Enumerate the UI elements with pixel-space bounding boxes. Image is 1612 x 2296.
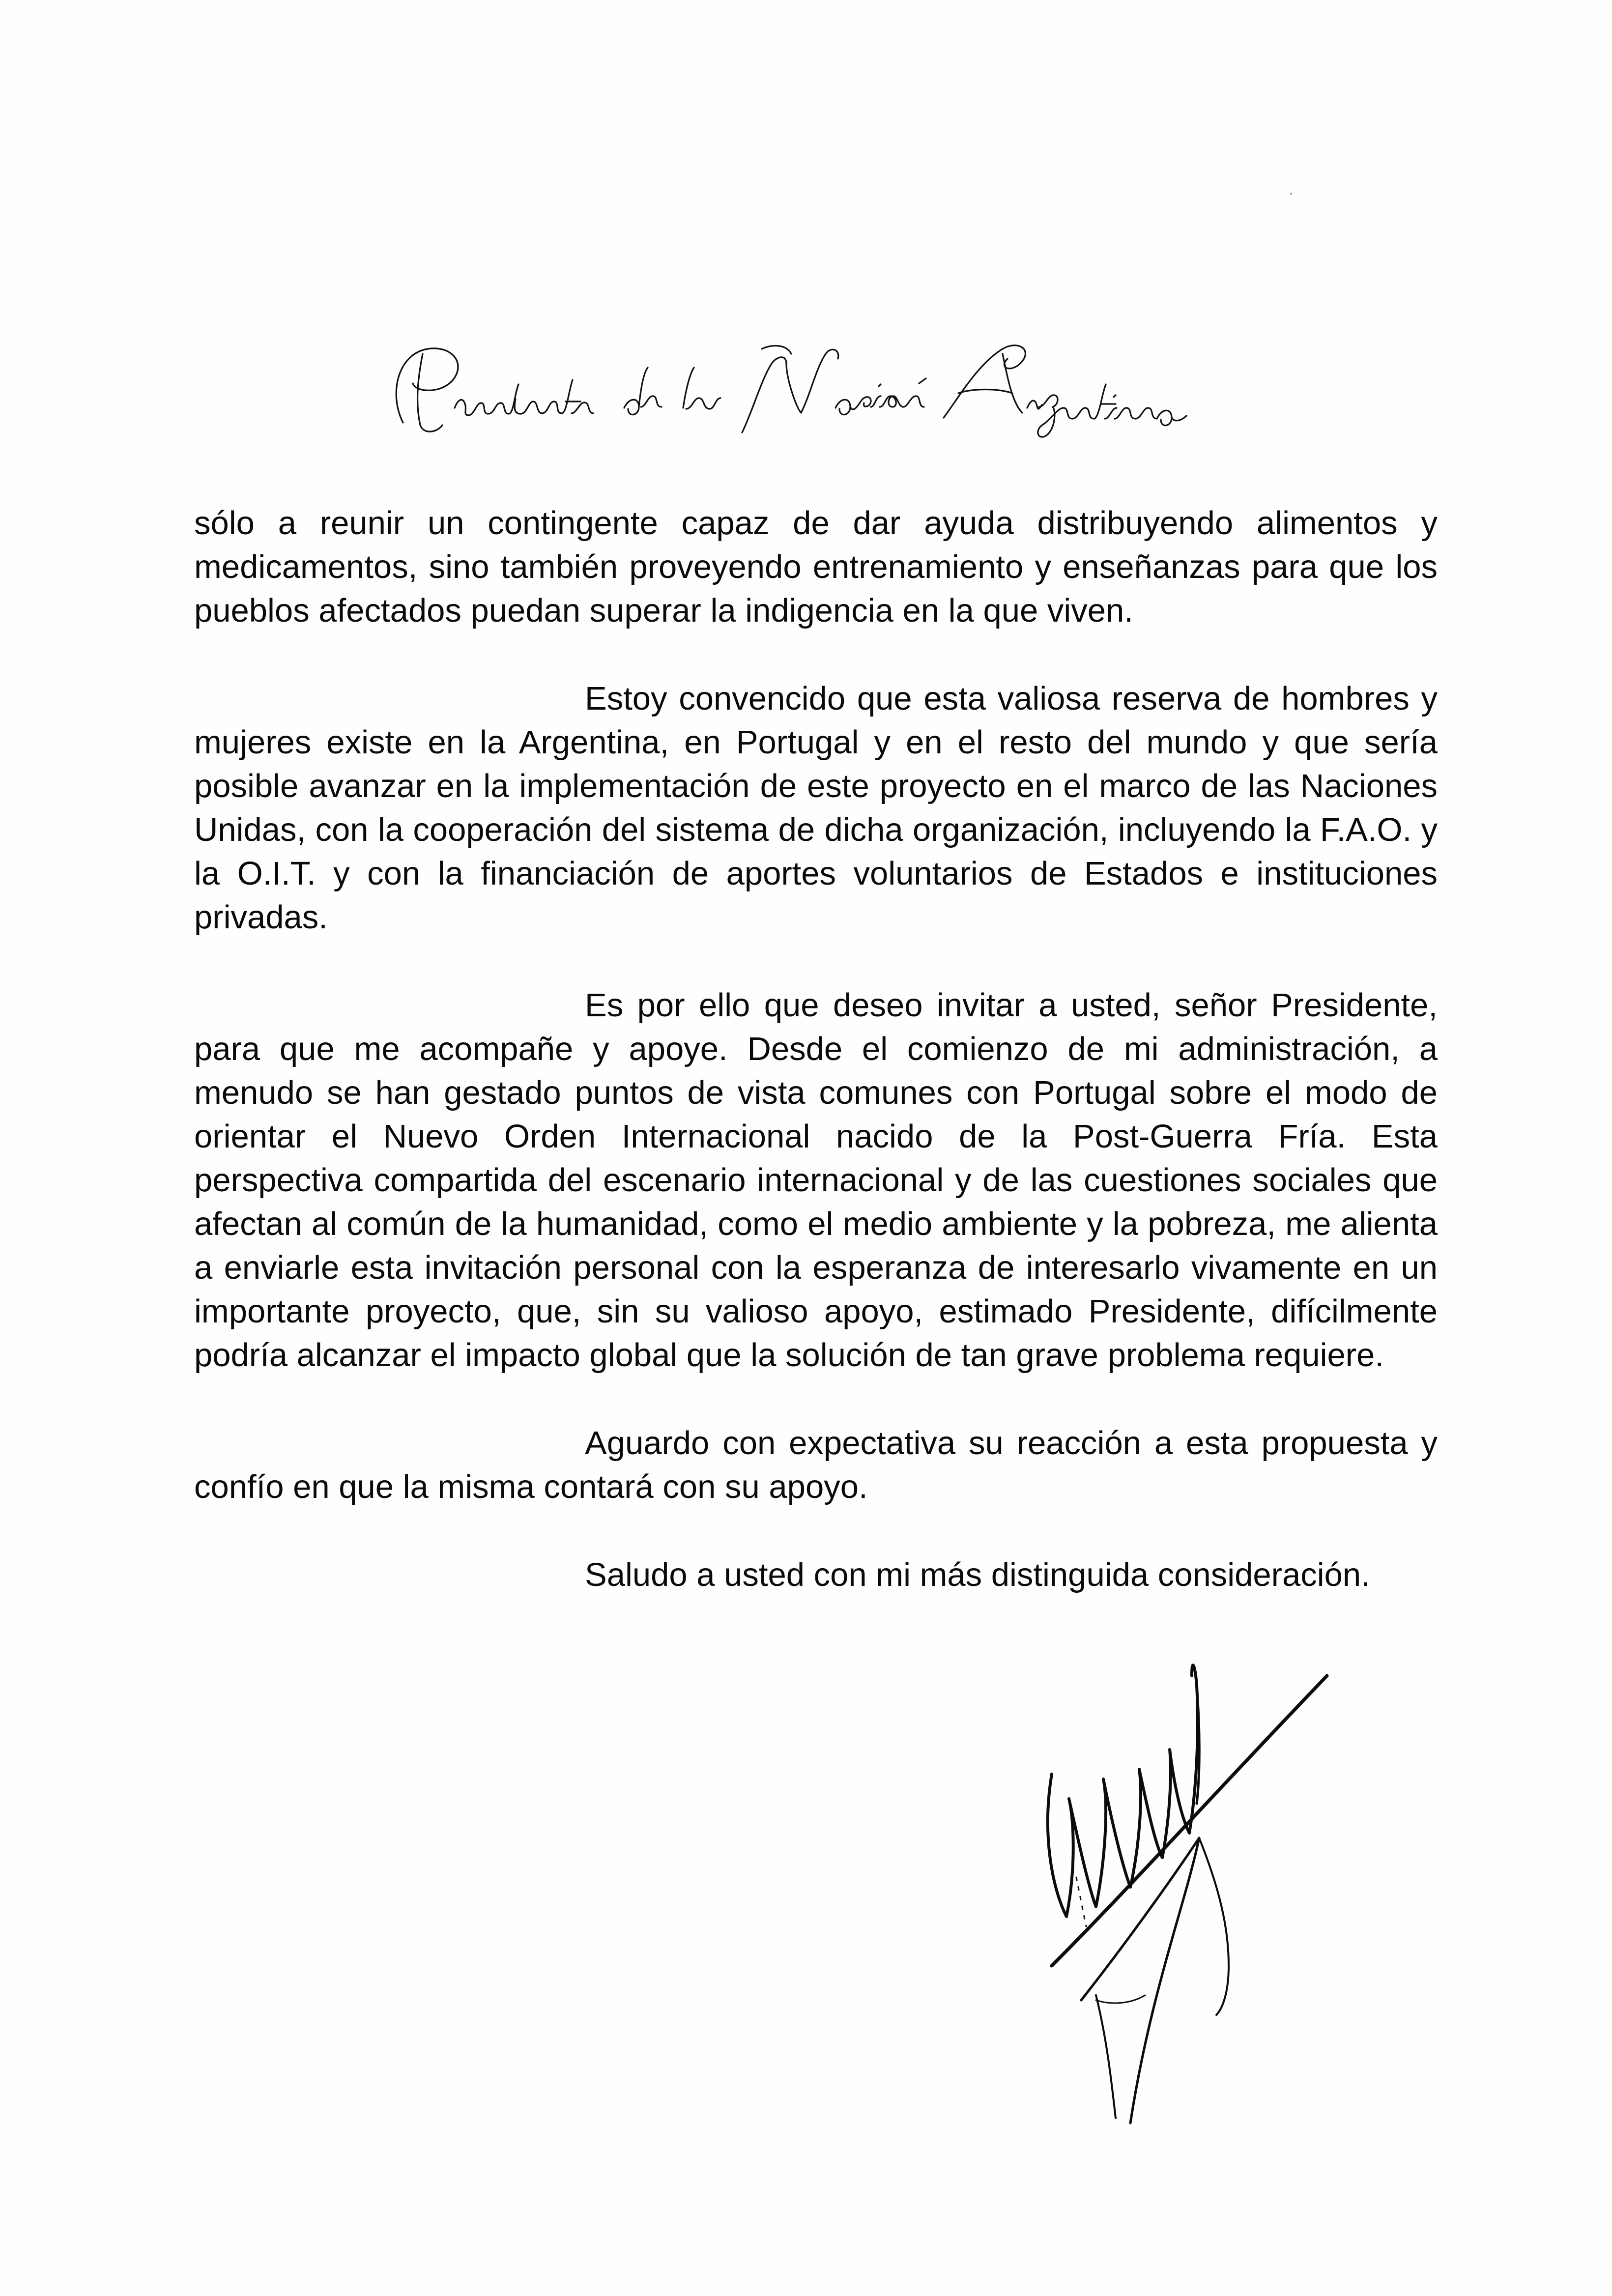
paragraph-4: Aguardo con expectativa su reacción a esta propuesta y confío en que la misma contará con su apoyo. [194, 1425, 1438, 1505]
paragraph-2: Estoy convencido que esta valiosa reserva de hombres y mujeres existe en la Argentina, en Portugal y en el resto del mundo y que sería posible avanzar en la implementación de este proyecto en el marco de las Naciones Unidas, con la cooperación del sistema de dicha organización, incluyendo la F.A.O. y la O.I.T. y con la financiación de aportes voluntarios de Estados e instituciones privadas. [194, 680, 1438, 936]
letter-body [194, 501, 1438, 1641]
paper-speck [1290, 193, 1292, 195]
letterhead-script [369, 334, 1253, 447]
handwritten-signature [1022, 1612, 1337, 2182]
paragraph-3: Es por ello que deseo invitar a usted, señor Presidente, para que me acompañe y apoye. Desde el comienzo de mi administración, a menudo se han gestado puntos de vista comunes con Portugal sobre el modo de orientar el Nuevo Orden Internacional nacido de la Post-Guerra Fría. Esta perspectiva compartida del escenario internacional y de las cuestiones sociales que afectan al común de la humanidad, como el medio ambiente y la pobreza, me alienta a enviarle esta invitación personal con la esperanza de interesarlo vivamente en un importante proyecto, que, sin su valioso apoyo, estimado Presidente, difícilmente podría alcanzar el impacto global que la solución de tan grave problema requiere. [194, 987, 1438, 1374]
paragraph-1: sólo a reunir un contingente capaz de dar ayuda distribuyendo alimentos y medicamentos, sino también proveyendo entrenamiento y enseñanzas para que los pueblos afectados puedan superar la indigencia en la que viven. [194, 505, 1438, 629]
closing-line: Saludo a usted con mi más distinguida consideración. [585, 1556, 1370, 1593]
